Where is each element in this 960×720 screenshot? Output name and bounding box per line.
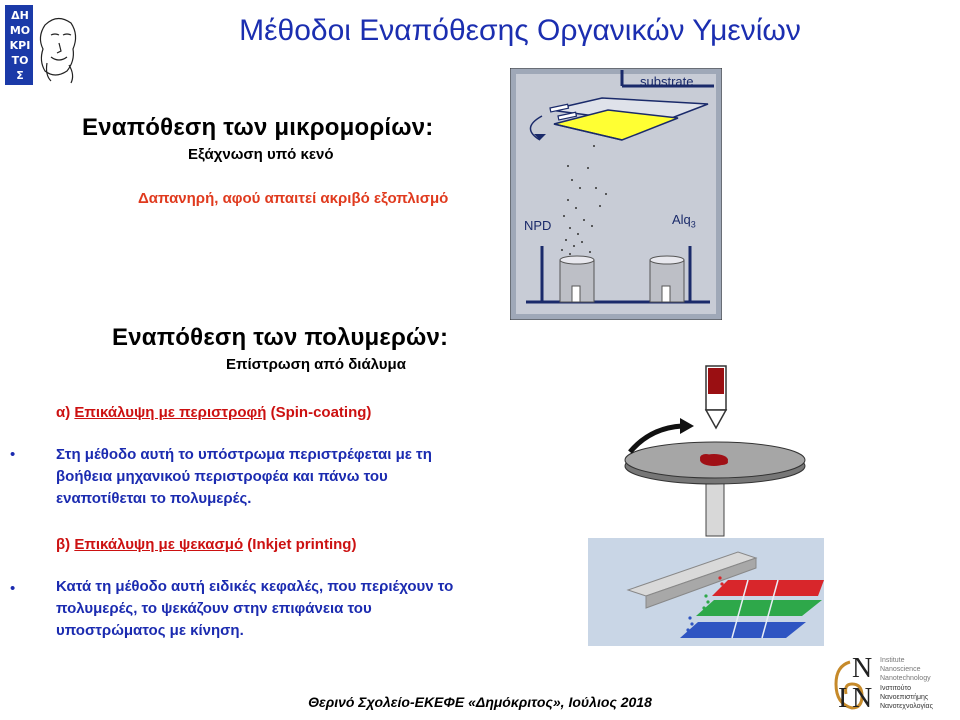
method-b-line: Κατά τη μέθοδο αυτή ειδικές κεφαλές, που περιέχουν το [56, 578, 454, 595]
logo-line: Νανοεπιστήμης [880, 694, 929, 701]
logo-i: I [838, 683, 848, 714]
section2-heading: Εναπόθεση των πολυμερών: [112, 324, 449, 351]
vacuum-evaporation-figure [510, 68, 722, 320]
slide-footer: Θερινό Σχολείο-ΕΚΕΦΕ «Δημόκριτος», Ιούλιος 2018 [308, 694, 652, 710]
substrate-label: substrate [640, 74, 694, 89]
section1-subheading: Εξάχνωση υπό κενό [188, 146, 334, 163]
logo-line: Nanotechnology [880, 675, 931, 682]
method-b-name: Επικάλυψη με ψεκασμό [74, 536, 244, 553]
alq-subscript: 3 [690, 219, 696, 230]
logo-letter-line: ΜΟ [9, 24, 31, 37]
section2-subheading: Επίστρωση από διάλυμα [226, 356, 406, 373]
logo-line: Institute [880, 657, 905, 664]
slide-title: Μέθοδοι Εναπόθεσης Οργανικών Υμενίων [239, 14, 801, 47]
method-b-prefix: β) [56, 536, 75, 553]
method-a-line: εναποτίθεται το πολυμερές. [56, 490, 252, 507]
bullet-b: • [10, 580, 16, 597]
logo-line: Ινστιτούτο [880, 685, 912, 692]
method-a-description [56, 444, 556, 510]
logo-line: Nanoscience [880, 666, 921, 673]
npd-label: NPD [524, 218, 552, 233]
inkjet-printing-figure [588, 538, 824, 646]
logo-letter-line: ΔΗ [11, 9, 29, 22]
section1-heading: Εναπόθεση των μικρομορίων: [82, 114, 434, 141]
spin-coating-figure [610, 362, 820, 540]
method-b-title [56, 536, 356, 553]
logo-line: Νανοτεχνολογίας [880, 703, 933, 710]
logo-n-bottom: N [852, 683, 873, 714]
method-a-suffix: (Spin-coating) [266, 404, 372, 421]
section1-cost-note: Δαπανηρή, αφού απαιτεί ακριβό εξοπλισμό [138, 190, 449, 207]
method-a-line: Στη μέθοδο αυτή το υπόστρωμα περιστρέφεται με τη [56, 446, 432, 463]
method-b-line: πολυμερές, το ψεκάζουν στην επιφάνεια του [56, 600, 372, 617]
logo-letter-line: ΤΟ [11, 54, 29, 67]
logo-letter-line: Σ [16, 69, 24, 82]
bullet-a: • [10, 446, 16, 463]
method-b-suffix: (Inkjet printing) [243, 536, 357, 553]
method-a-name: Επικάλυψη με περιστροφή [74, 404, 267, 421]
method-a-line: βοήθεια μηχανικού περιστροφέα και πάνω του [56, 468, 388, 485]
method-a-title [56, 404, 371, 421]
logo-n-top: N [852, 653, 873, 684]
method-b-line: υποστρώματος με κίνηση. [56, 622, 244, 639]
logo-letters [8, 8, 32, 83]
logo-english-text [880, 656, 931, 683]
logo-letter-line: ΚΡΙ [9, 39, 31, 52]
alq-text: Alq [672, 212, 691, 227]
method-b-description [56, 576, 576, 642]
method-a-prefix: α) [56, 404, 75, 421]
alq3-label [672, 212, 696, 230]
